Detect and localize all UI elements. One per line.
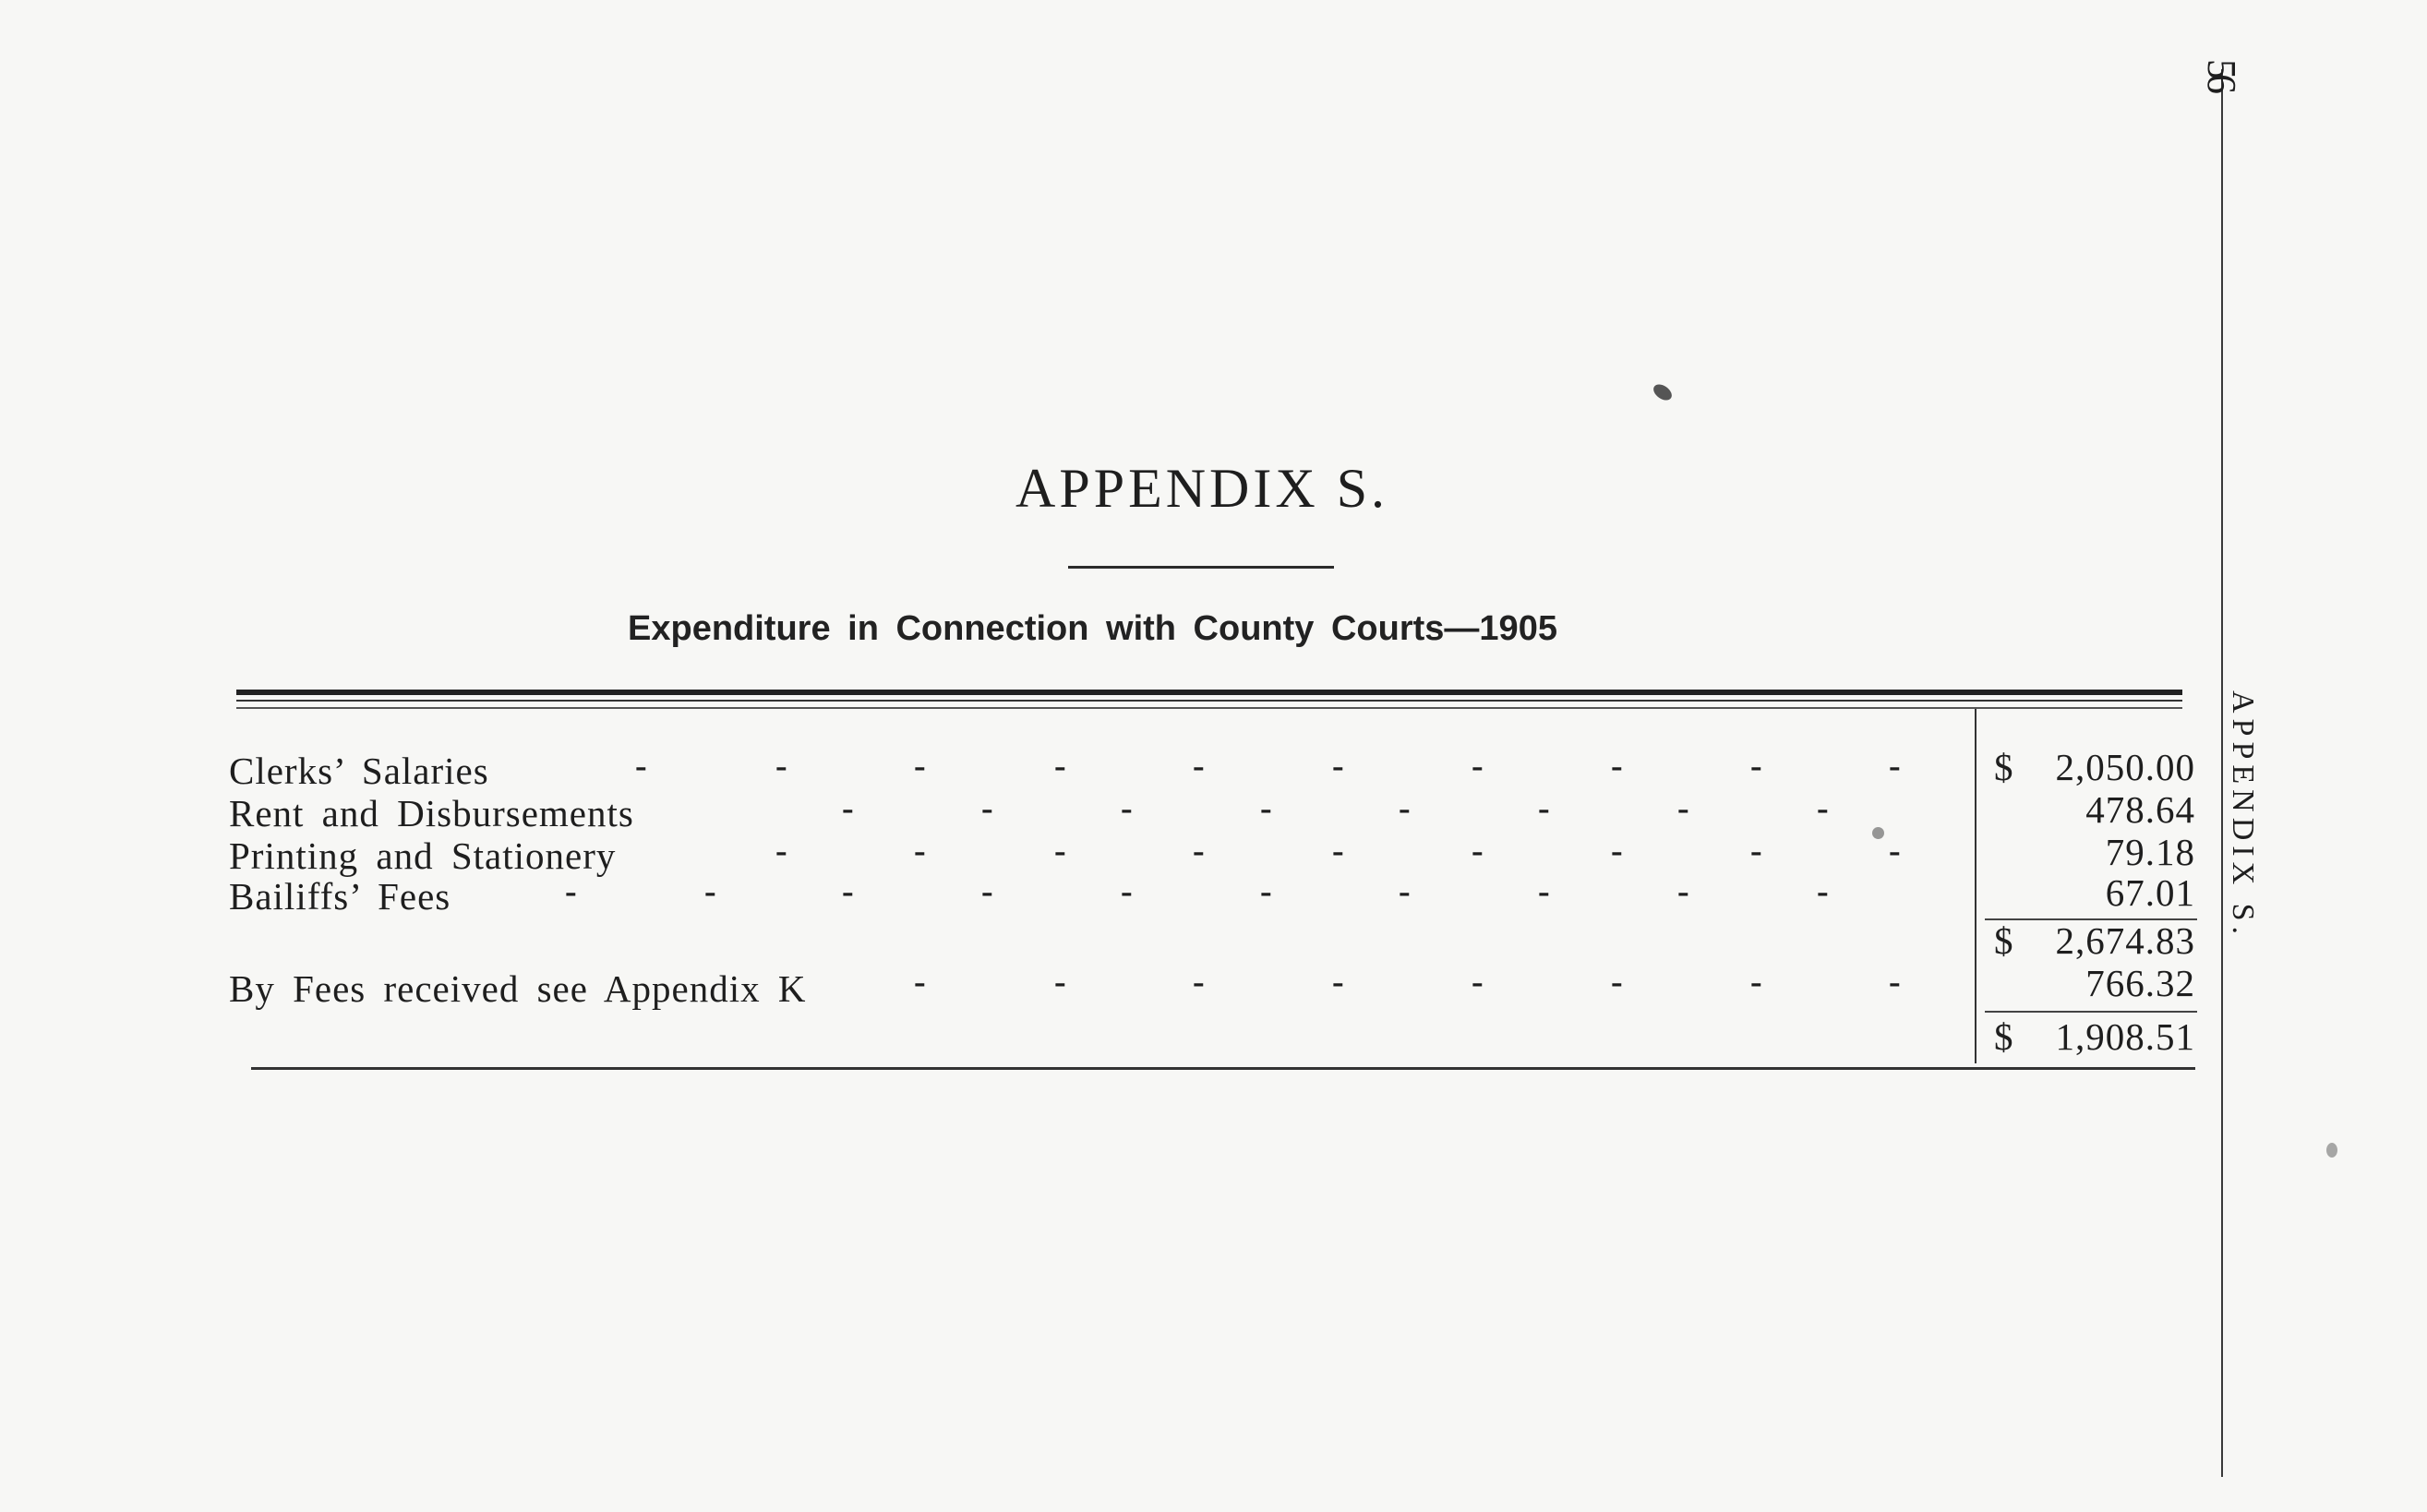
leader-dash: - (565, 872, 577, 911)
leader-dash: - (914, 747, 926, 786)
leader-dash: - (1817, 789, 1829, 828)
table-top-rule-thin (236, 707, 2182, 709)
leader-dash: - (1472, 747, 1484, 786)
leader-dash: - (1399, 872, 1411, 911)
leader-dash: - (704, 872, 716, 911)
leader-dash: - (1889, 963, 1901, 1002)
table-subtitle: Expenditure in Connection with County Courts—1905 (628, 609, 1557, 648)
leader-dash: - (1750, 963, 1762, 1002)
leader-dash: - (775, 832, 787, 870)
table-top-rule-thin (236, 700, 2182, 702)
table-bottom-rule (251, 1067, 2195, 1070)
leader-dash: - (1054, 747, 1066, 786)
leader-dash: - (1611, 747, 1623, 786)
row-label-printing-stationery: Printing and Stationery (229, 834, 617, 877)
leader-dash: - (1472, 963, 1484, 1002)
page-number: 56 (2199, 59, 2244, 89)
row-amount-rent-disbursements: 478.64 (2085, 788, 2195, 831)
leader-dash: - (1260, 789, 1272, 828)
leader-dash: - (1611, 832, 1623, 870)
leader-dash: - (842, 789, 854, 828)
leader-dash: - (1677, 789, 1689, 828)
leader-dash: - (842, 872, 854, 911)
paper-speck (1651, 381, 1675, 403)
table-top-rule (236, 690, 2182, 695)
leader-dash: - (1889, 747, 1901, 786)
row-label-bailiffs-fees: Bailiffs’ Fees (229, 875, 451, 918)
leader-dash: - (1538, 789, 1550, 828)
leader-dash: - (1121, 789, 1133, 828)
currency-symbol: $ (1994, 746, 2013, 788)
leader-dash: - (1332, 963, 1344, 1002)
leader-dash: - (1193, 832, 1205, 870)
leader-dash: - (635, 747, 647, 786)
row-label-fees-received: By Fees received see Appendix K (229, 967, 807, 1010)
leader-dash: - (1750, 747, 1762, 786)
leader-dash: - (1677, 872, 1689, 911)
leader-dash: - (914, 963, 926, 1002)
subtotal-amount: 2,674.83 (2055, 919, 2195, 962)
net-total-rule (1985, 1011, 2197, 1013)
row-amount-printing-stationery: 79.18 (2105, 831, 2195, 873)
row-label-clerks-salaries: Clerks’ Salaries (229, 750, 489, 792)
leader-dash: - (1611, 963, 1623, 1002)
leader-dash: - (1889, 832, 1901, 870)
currency-symbol: $ (1994, 919, 2013, 962)
leader-dash: - (1332, 832, 1344, 870)
currency-symbol: $ (1994, 1015, 2013, 1058)
leader-dash: - (1054, 963, 1066, 1002)
leader-dash: - (1193, 747, 1205, 786)
running-head: APPENDIX S. (2226, 690, 2260, 941)
leader-dash: - (1750, 832, 1762, 870)
leader-dash: - (1332, 747, 1344, 786)
leader-dash: - (1054, 832, 1066, 870)
leader-dash: - (914, 832, 926, 870)
margin-rule (2221, 69, 2223, 1477)
row-label-rent-disbursements: Rent and Disbursements (229, 792, 634, 834)
leader-dash: - (1472, 832, 1484, 870)
leader-dash: - (1817, 872, 1829, 911)
leader-dash: - (1538, 872, 1550, 911)
appendix-title: APPENDIX S. (1015, 458, 1389, 519)
title-rule (1068, 566, 1334, 569)
row-amount-clerks-salaries: 2,050.00 (2055, 746, 2195, 788)
row-amount-fees-received: 766.32 (2085, 962, 2195, 1004)
paper-speck (2326, 1143, 2337, 1158)
leader-dash: - (1399, 789, 1411, 828)
leader-dash: - (1193, 963, 1205, 1002)
paper-speck (1872, 827, 1884, 839)
net-total-amount: 1,908.51 (2055, 1015, 2195, 1058)
leader-dash: - (981, 789, 993, 828)
leader-dash: - (981, 872, 993, 911)
amount-column-rule (1975, 709, 1976, 1063)
leader-dash: - (1121, 872, 1133, 911)
row-amount-bailiffs-fees: 67.01 (2105, 871, 2195, 914)
leader-dash: - (1260, 872, 1272, 911)
leader-dash: - (775, 747, 787, 786)
